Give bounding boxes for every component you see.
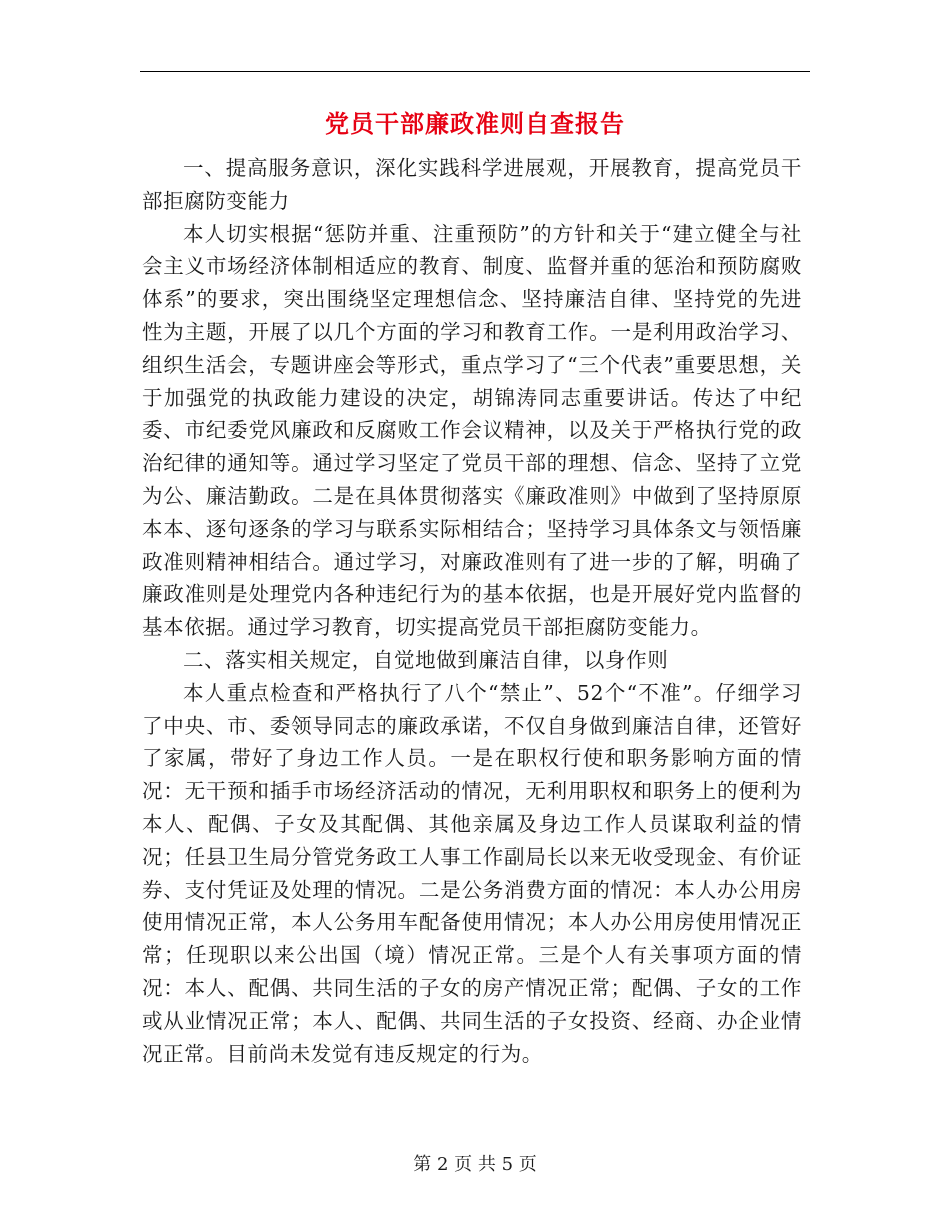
section-heading-1: 一、提高服务意识，深化实践科学进展观，开展教育，提高党员干部拒腐防变能力 [142, 156, 802, 213]
footer-middle: 页 共 [454, 1154, 496, 1175]
footer-suffix: 页 [518, 1154, 537, 1175]
body-paragraph-1: 本人切实根据“惩防并重、注重预防”的方针和关于“建立健全与社会主义市场经济体制相适应的教育、制度、监督并重的惩治和预防腐败体系”的要求，突出围绕坚定理想信念、坚持廉洁自律、坚持党的先进性为主题，开展了以几个方面的学习和教育工作。一是利用政治学习、组织生活会，专题讲座会等形式，重点学习了“三个代表”重要思想，关于加强党的执政能力建设的决定，胡锦涛同志重要讲话。传达了中纪委、市纪委党风廉政和反腐败工作会议精神，以及关于严格执行党的政治纪律的通知等。通过学习坚定了党员干部的理想、信念、坚持了立党为公、廉洁勤政。二是在具体贯彻落实《廉政准则》中做到了坚持原原本本、逐句逐条的学习与联系实际相结合；坚持学习具体条文与领悟廉政准则精神相结合。通过学习，对廉政准则有了进一步的了解，明确了廉政准则是处理党内各种违纪行为的基本依据，也是开展好党内监督的基本依据。通过学习教育，切实提高党员干部拒腐防变能力。 [142, 221, 802, 640]
footer-prefix: 第 [413, 1154, 432, 1175]
page-number: 2 [436, 1154, 449, 1175]
section-heading-2: 二、落实相关规定，自觉地做到廉洁自律，以身作则 [183, 647, 669, 672]
document-title: 党员干部廉政准则自查报告 [325, 109, 625, 138]
body-paragraph-2: 本人重点检查和严格执行了八个“禁止”、52个“不准”。仔细学习了中央、市、委领导同志的廉政承诺，不仅自身做到廉洁自律，还管好了家属，带好了身边工作人员。一是在职权行使和职务影响方面的情况：无干预和插手市场经济活动的情况，无利用职权和职务上的便利为本人、配偶、子女及其配偶、其他亲属及身边工作人员谋取利益的情况；任县卫生局分管党务政工人事工作副局长以来无收受现金、有价证券、支付凭证及处理的情况。二是公务消费方面的情况：本人办公用房使用情况正常，本人公务用车配备使用情况；本人办公用房使用情况正常；任现职以来公出国（境）情况正常。三是个人有关事项方面的情况：本人、配偶、共同生活的子女的房产情况正常；配偶、子女的工作或从业情况正常；本人、配偶、共同生活的子女投资、经商、办企业情况正常。目前尚未发觉有违反规定的行为。 [142, 680, 802, 1066]
page-footer [0, 1152, 950, 1178]
total-pages: 5 [501, 1154, 514, 1175]
header-rule [140, 71, 810, 72]
document-body [142, 152, 802, 1070]
